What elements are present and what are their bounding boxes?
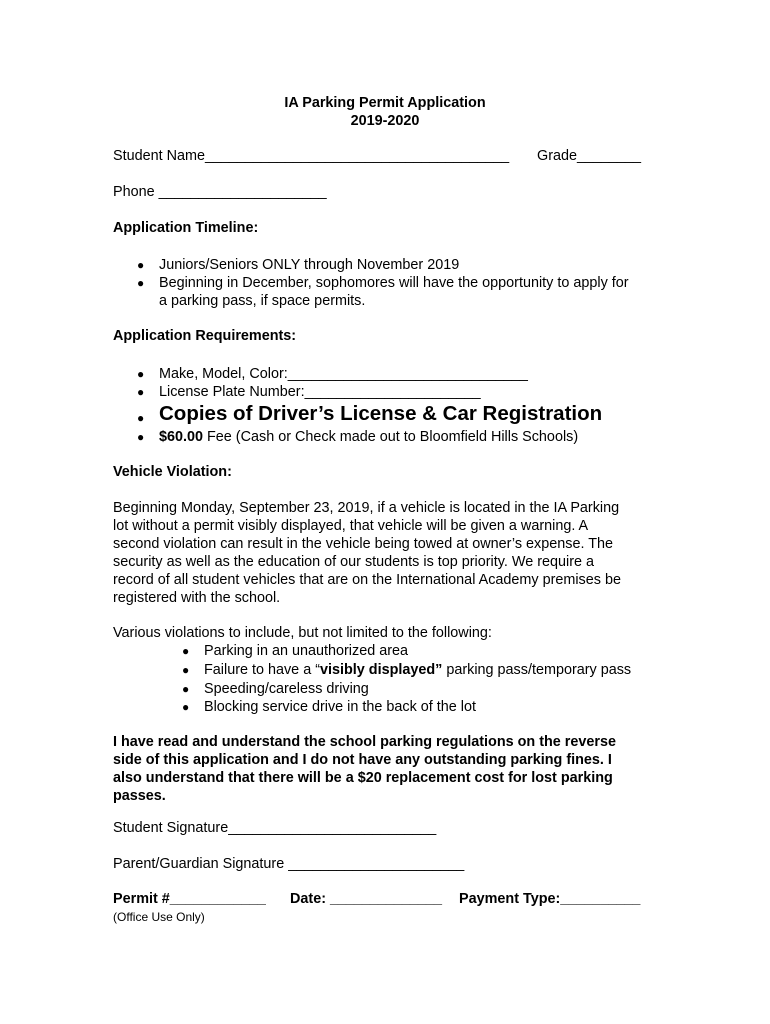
bullet-icon: ●: [137, 430, 145, 444]
requirements-heading: Application Requirements:: [113, 328, 297, 344]
violation-paragraph-line: registered with the school.: [113, 590, 281, 606]
page-title: IA Parking Permit Application: [284, 95, 486, 111]
phone-field: Phone _____________________: [113, 184, 327, 200]
parent-signature-field: Parent/Guardian Signature ______________________: [113, 856, 465, 872]
timeline-item: ● Juniors/Seniors ONLY through November 2019: [137, 257, 460, 273]
violation-heading: Vehicle Violation:: [113, 464, 232, 480]
acknowledgement-line: side of this application and I do not have any outstanding parking fines. I: [113, 752, 612, 768]
violation-item: ● Failure to have a “visibly displayed” parking pass/temporary pass: [182, 662, 632, 678]
fee-requirement: ● $60.00 Fee (Cash or Check made out to Bloomfield Hills Schools): [137, 429, 579, 445]
student-signature-field: Student Signature__________________________: [113, 820, 437, 836]
bullet-icon: ●: [137, 411, 145, 425]
violation-paragraph-line: record of all student vehicles that are on the International Academy premises be: [113, 572, 621, 588]
date-field: Date: ______________: [290, 891, 443, 907]
office-use-note: (Office Use Only): [113, 910, 205, 924]
grade-field: Grade________: [537, 148, 642, 164]
bullet-icon: ●: [182, 644, 190, 658]
license-plate-field: ● License Plate Number:______________________: [137, 384, 481, 400]
permit-number-field: Permit #____________: [113, 891, 266, 907]
payment-type-field: Payment Type:__________: [459, 891, 641, 907]
bullet-icon: ●: [182, 700, 190, 714]
violation-paragraph-line: lot without a permit visibly displayed, that vehicle will be given a warning. A: [113, 518, 589, 534]
violations-intro: Various violations to include, but not limited to the following:: [113, 625, 492, 641]
make-model-color-field: ● Make, Model, Color:______________________________: [137, 366, 528, 382]
acknowledgement-line: also understand that there will be a $20 replacement cost for lost parking: [113, 770, 613, 786]
violation-paragraph-line: Beginning Monday, September 23, 2019, if a vehicle is located in the IA Parking: [113, 500, 620, 516]
bullet-icon: ●: [182, 663, 190, 677]
bullet-icon: ●: [137, 385, 145, 399]
timeline-item: ● Beginning in December, sophomores will have the opportunity to apply for: [137, 275, 629, 291]
violation-item: ● Speeding/careless driving: [182, 681, 369, 697]
violation-item: ● Blocking service drive in the back of the lot: [182, 699, 476, 715]
acknowledgement-line: I have read and understand the school parking regulations on the reverse: [113, 734, 616, 750]
timeline-item-continued: a parking pass, if space permits.: [159, 293, 366, 309]
timeline-heading: Application Timeline:: [113, 220, 259, 236]
copies-requirement: ● Copies of Driver’s License & Car Registration: [159, 402, 602, 426]
school-year: 2019-2020: [350, 113, 420, 129]
student-name-field: Student Name______________________________________: [113, 148, 510, 164]
acknowledgement-line: passes.: [113, 788, 166, 804]
bullet-icon: ●: [137, 258, 145, 272]
violation-paragraph-line: security as well as the education of our students is top priority. We require a: [113, 554, 594, 570]
bullet-icon: ●: [182, 682, 190, 696]
bullet-icon: ●: [137, 276, 145, 290]
bullet-icon: ●: [137, 367, 145, 381]
violation-paragraph-line: second violation can result in the vehicle being towed at owner’s expense. The: [113, 536, 613, 552]
violation-item: ● Parking in an unauthorized area: [182, 643, 409, 659]
